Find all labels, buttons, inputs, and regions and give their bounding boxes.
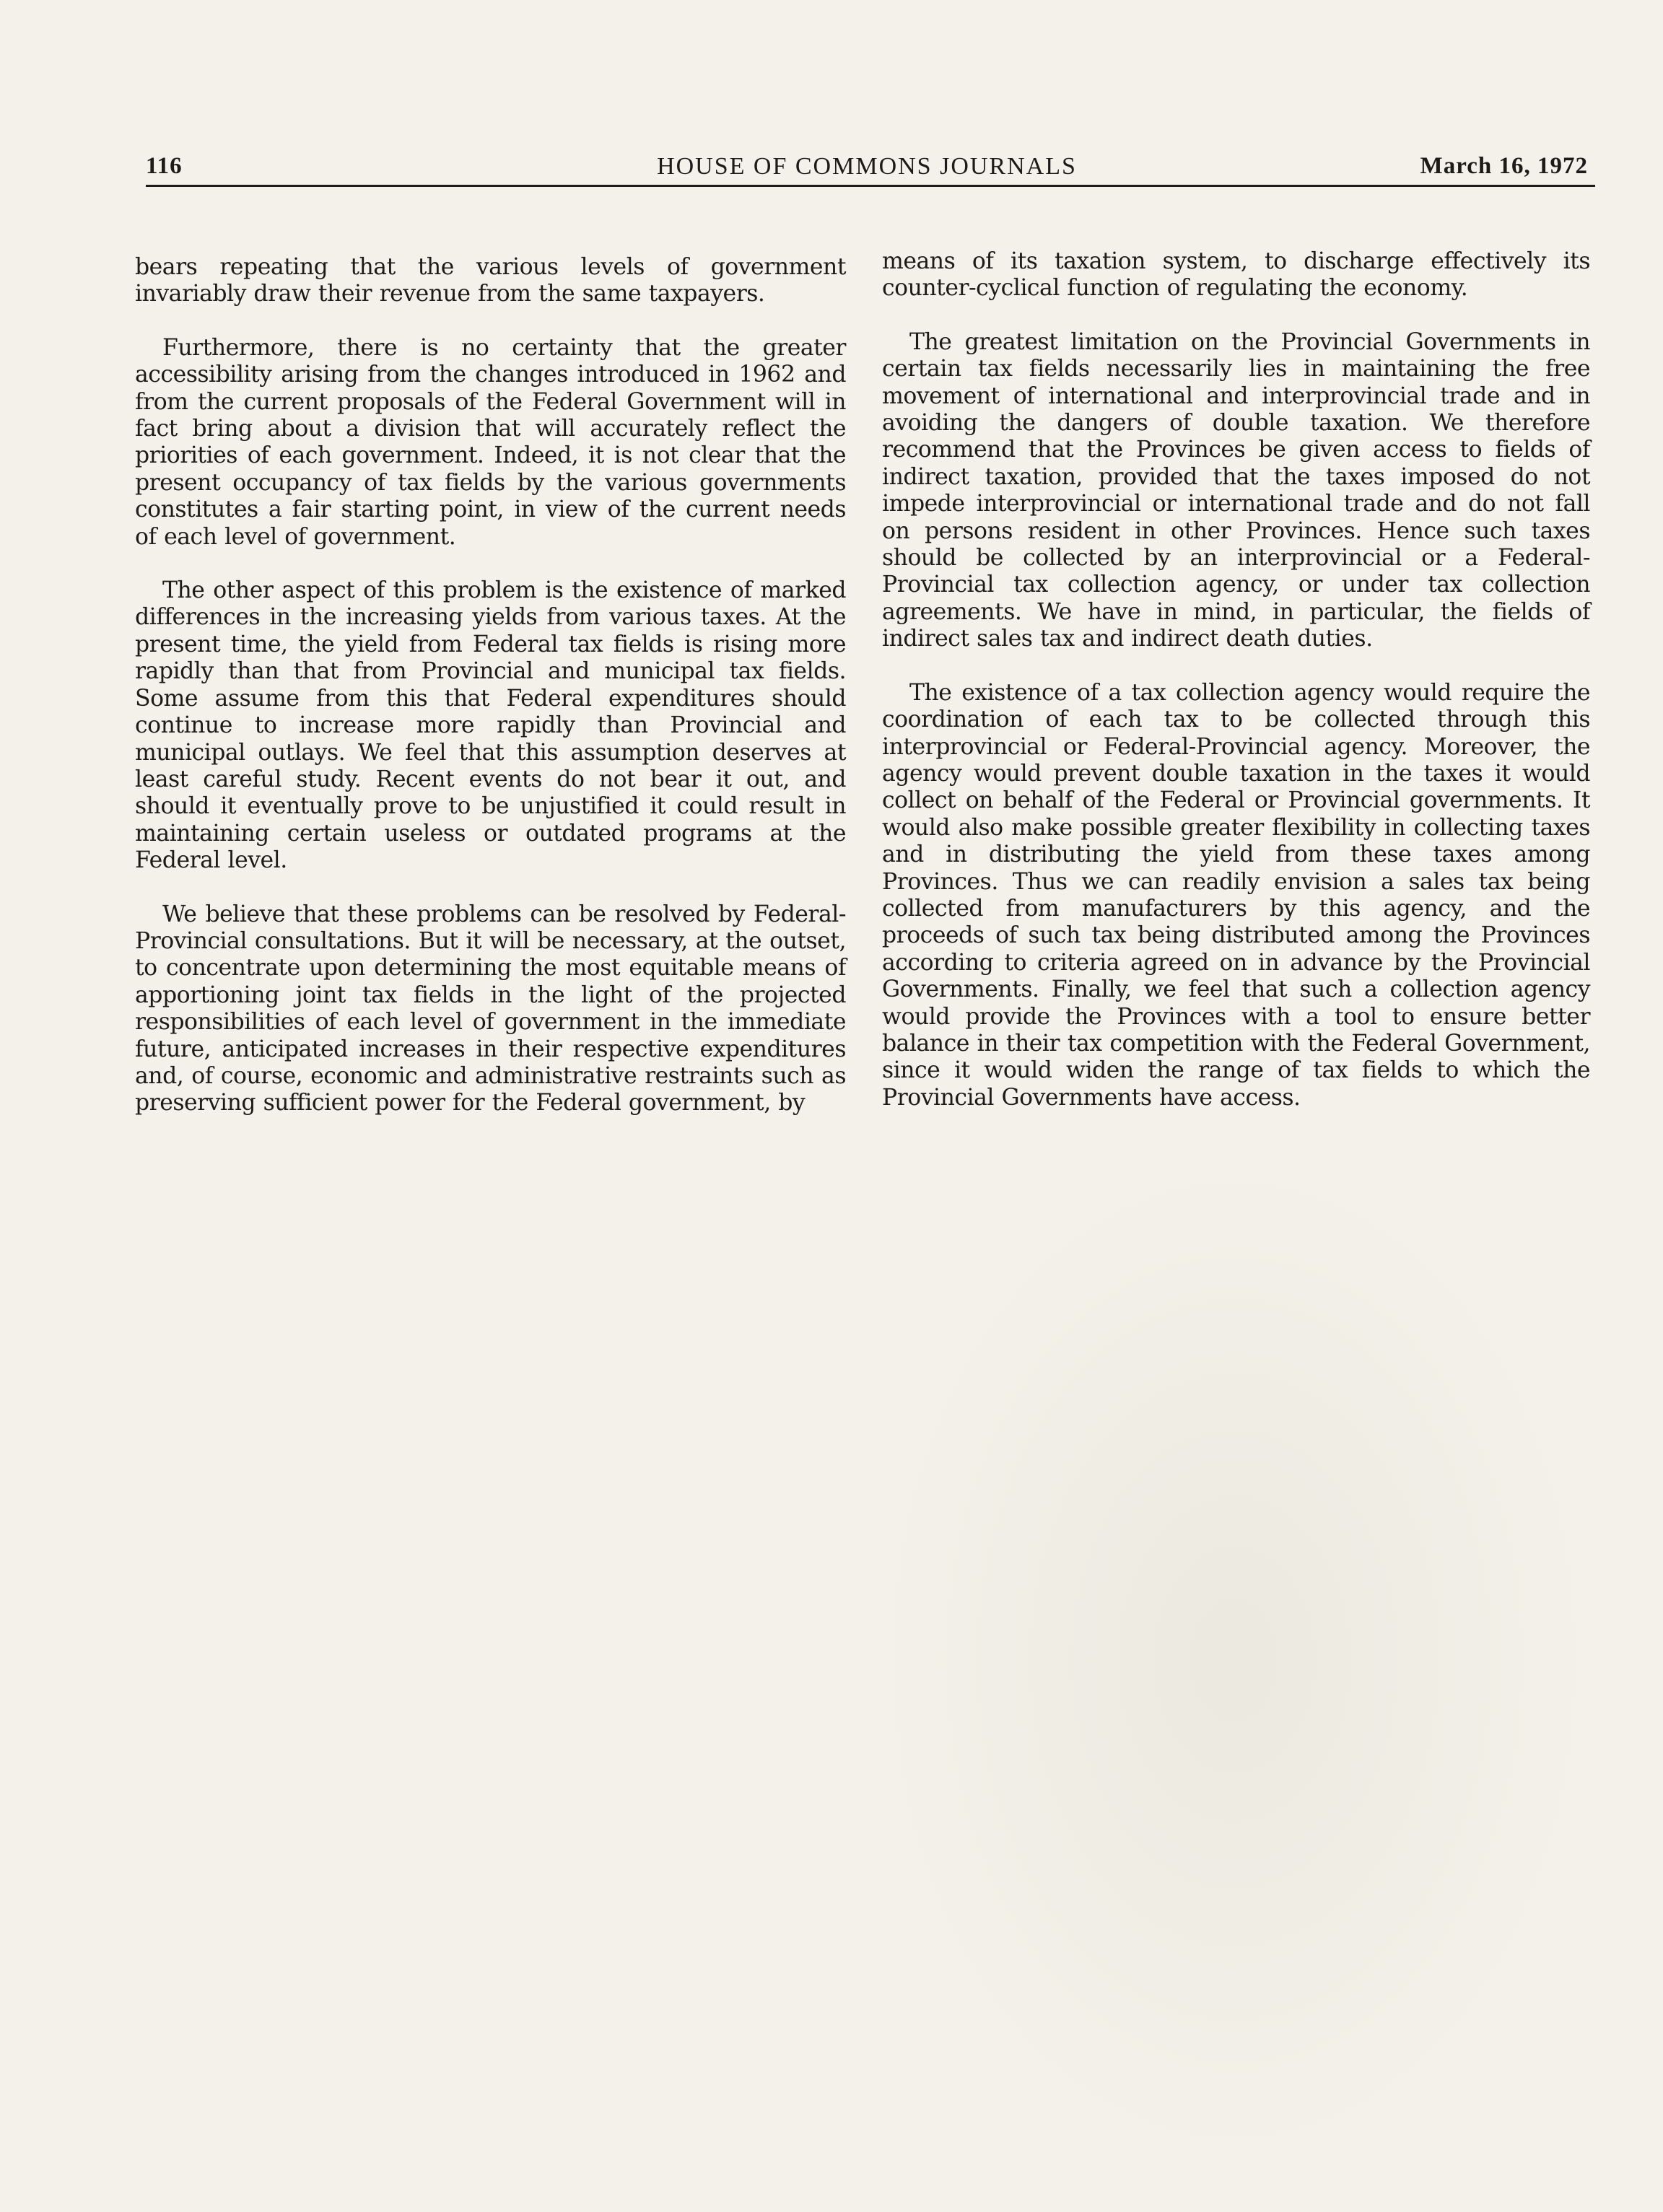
bleed-through-shade: [873, 1155, 1595, 2165]
paragraph: The existence of a tax collection agency would require the coordination of each tax to be collected through this interprovincial or Federal-Provincial agency. Moreover, the agency would prevent double taxation in the taxes it would collect on behalf of the Federal or Provincial governments. It would also make possible greater flexibility in collecting taxes and in distributing the yield from these taxes among Provinces. Thus we can readily envision a sales tax being collected from manufacturers by this agency, and the proceeds of such tax being distributed among the Provinces according to criteria agreed on in advance by the Provincial Governments. Finally, we feel that such a collection agency would provide the Provinces with a tool to ensure better balance in their tax competition with the Federal Government, since it would widen the range of tax fields to which the Provincial Governments have access.: [882, 679, 1590, 1111]
paragraph: bears repeating that the various levels of government invariably draw their revenue from the same taxpayers.: [135, 254, 846, 307]
paragraph: The greatest limitation on the Provincial Governments in certain tax fields necessarily lies in maintaining the free movement of international and interprovincial trade and in avoiding the dangers of double taxation. We therefore recommend that the Provinces be given access to fields of indirect taxation, provided that the taxes imposed do not impede interprovincial or international trade and do not fall on persons resident in other Provinces. Hence such taxes should be collected by an interprovincial or a Federal-Provincial tax collection agency, or under tax collection agreements. We have in mind, in particular, the fields of indirect sales tax and indirect death duties.: [882, 328, 1590, 652]
paragraph: means of its taxation system, to discharge effectively its counter-cyclical function of regulating the economy.: [882, 248, 1590, 302]
page-header: [146, 149, 1588, 189]
paragraph: The other aspect of this problem is the existence of marked differences in the increasing yields from various taxes. At the present time, the yield from Federal tax fields is rising more rapidly than that from Provincial and municipal tax fields. Some assume from this that Federal expenditures should continue to increase more rapidly than Provincial and municipal outlays. We feel that this assumption deserves at least careful study. Recent events do not bear it out, and should it eventually prove to be unjustified it could result in maintaining certain useless or outdated programs at the Federal level.: [135, 577, 846, 874]
left-column: [135, 254, 846, 1144]
page-number: 116: [146, 153, 183, 179]
right-column: [882, 248, 1590, 1138]
header-date: March 16, 1972: [1420, 153, 1588, 179]
header-rule: [146, 185, 1595, 187]
paragraph: Furthermore, there is no certainty that the greater accessibility arising from the changes introduced in 1962 and from the current proposals of the Federal Government will in fact bring about a division that will accurately reflect the priorities of each government. Indeed, it is not clear that the present occupancy of tax fields by the various governments constitutes a fair starting point, in view of the current needs of each level of government.: [135, 334, 846, 550]
journal-title: HOUSE OF COMMONS JOURNALS: [657, 153, 1077, 180]
paragraph: We believe that these problems can be resolved by Federal-Provincial consultations. But it will be necessary, at the outset, to concentrate upon determining the most equitable means of apportioning joint tax fields in the light of the projected responsibilities of each level of government in the immediate future, anticipated increases in their respective expenditures and, of course, economic and administrative restraints such as preserving sufficient power for the Federal government, by: [135, 901, 846, 1116]
